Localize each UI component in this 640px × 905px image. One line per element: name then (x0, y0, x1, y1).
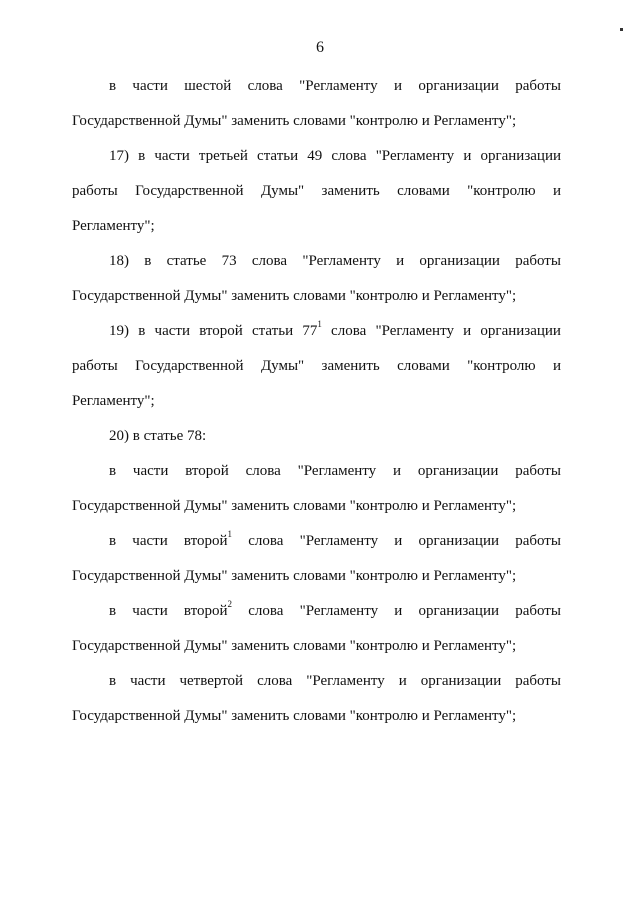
word: и (394, 78, 403, 94)
word: работы (72, 183, 118, 199)
word: в (138, 148, 146, 164)
word-with-superscript (302, 321, 322, 341)
word: части (130, 673, 166, 689)
word: организации (418, 603, 500, 619)
paragraph-line (109, 146, 561, 166)
paragraph-line: Государственной Думы" заменить словами "контролю и Регламенту"; (72, 498, 517, 514)
word: организации (418, 78, 499, 94)
word-with-superscript (184, 601, 232, 621)
word: слова (251, 253, 288, 269)
word: и (394, 603, 403, 619)
paragraph-line: Регламенту"; (72, 218, 155, 234)
paragraph-line (109, 251, 561, 271)
word: в (109, 78, 117, 94)
word: организации (417, 463, 499, 479)
word: второй (183, 603, 228, 619)
word: 17) (109, 148, 129, 164)
superscript: 1 (227, 529, 233, 539)
word: слова (257, 673, 293, 689)
word: организации (419, 253, 500, 269)
word: "Регламенту (299, 603, 379, 619)
page-number: 6 (316, 39, 324, 56)
word: "Регламенту (306, 673, 385, 689)
word: части (154, 148, 190, 164)
word: статьи (252, 323, 294, 339)
word: слова (248, 533, 284, 549)
word: третьей (198, 148, 248, 164)
word: слова (331, 323, 367, 339)
word: организации (480, 323, 561, 339)
paragraph-line (109, 461, 561, 481)
word: в (138, 323, 146, 339)
word: части (132, 533, 168, 549)
word: второй (199, 323, 243, 339)
word: статье (166, 253, 207, 269)
paragraph-line (72, 181, 561, 201)
word: работы (515, 78, 561, 94)
word: слова (245, 463, 281, 479)
word: и (396, 253, 405, 269)
word: "контролю (467, 183, 536, 199)
word: части (154, 323, 190, 339)
paragraph-line (109, 671, 561, 691)
word: 18) (109, 253, 129, 269)
word-with-superscript (184, 531, 232, 551)
word: шестой (184, 78, 232, 94)
word: четвертой (179, 673, 244, 689)
word: словами (397, 358, 450, 374)
word: 49 (307, 148, 323, 164)
word: в (144, 253, 152, 269)
word: работы (515, 463, 561, 479)
word: и (398, 673, 407, 689)
word: статьи (257, 148, 299, 164)
word: "Регламенту (302, 253, 381, 269)
word: и (552, 358, 561, 374)
word: заменить (321, 183, 380, 199)
word: организации (418, 533, 500, 549)
word: в (109, 603, 117, 619)
word: "Регламенту (375, 148, 455, 164)
paragraph-line (109, 531, 561, 551)
word: организации (420, 673, 502, 689)
word: второй (185, 463, 229, 479)
word: 77 (302, 323, 318, 339)
word: Думы" (260, 358, 305, 374)
word: "Регламенту (299, 533, 379, 549)
superscript: 1 (317, 319, 322, 329)
paragraph-line: Государственной Думы" заменить словами "контролю и Регламенту"; (72, 708, 517, 724)
word: в (109, 463, 117, 479)
word: заменить (321, 358, 380, 374)
word: в (109, 673, 117, 689)
paragraph-line: Государственной Думы" заменить словами "контролю и Регламенту"; (72, 638, 517, 654)
paragraph-line: Государственной Думы" заменить словами "контролю и Регламенту"; (72, 288, 517, 304)
word: Думы" (260, 183, 305, 199)
word: Государственной (135, 358, 244, 374)
paragraph-line: Государственной Думы" заменить словами "контролю и Регламенту"; (72, 568, 517, 584)
word: и (392, 463, 401, 479)
word: Государственной (135, 183, 244, 199)
word: работы (72, 358, 118, 374)
word: и (463, 323, 472, 339)
word: 73 (221, 253, 237, 269)
word: в (109, 533, 117, 549)
paragraph-line (109, 321, 561, 341)
word: словами (397, 183, 450, 199)
word: слова (247, 78, 283, 94)
word: второй (183, 533, 228, 549)
word: работы (515, 533, 561, 549)
word: работы (515, 673, 561, 689)
paragraph-line: Регламенту"; (72, 393, 155, 409)
word: слова (248, 603, 284, 619)
word: 19) (109, 323, 129, 339)
word: слова (331, 148, 367, 164)
word: работы (515, 603, 561, 619)
word: "Регламенту (297, 463, 377, 479)
paragraph-line: Государственной Думы" заменить словами "контролю и Регламенту"; (72, 113, 517, 129)
word: "Регламенту (299, 78, 378, 94)
paragraph-line (72, 356, 561, 376)
paragraph-line: 20) в статье 78: (109, 428, 207, 444)
paragraph-line (109, 76, 561, 96)
superscript: 2 (227, 599, 233, 609)
word: и (552, 183, 561, 199)
word: "Регламенту (375, 323, 454, 339)
corner-mark (620, 28, 623, 31)
word: организации (480, 148, 561, 164)
word: части (132, 463, 169, 479)
word: работы (515, 253, 561, 269)
word: части (132, 603, 168, 619)
word: части (132, 78, 168, 94)
word: "контролю (467, 358, 536, 374)
word: и (394, 533, 403, 549)
word: и (463, 148, 472, 164)
paragraph-line (109, 601, 561, 621)
